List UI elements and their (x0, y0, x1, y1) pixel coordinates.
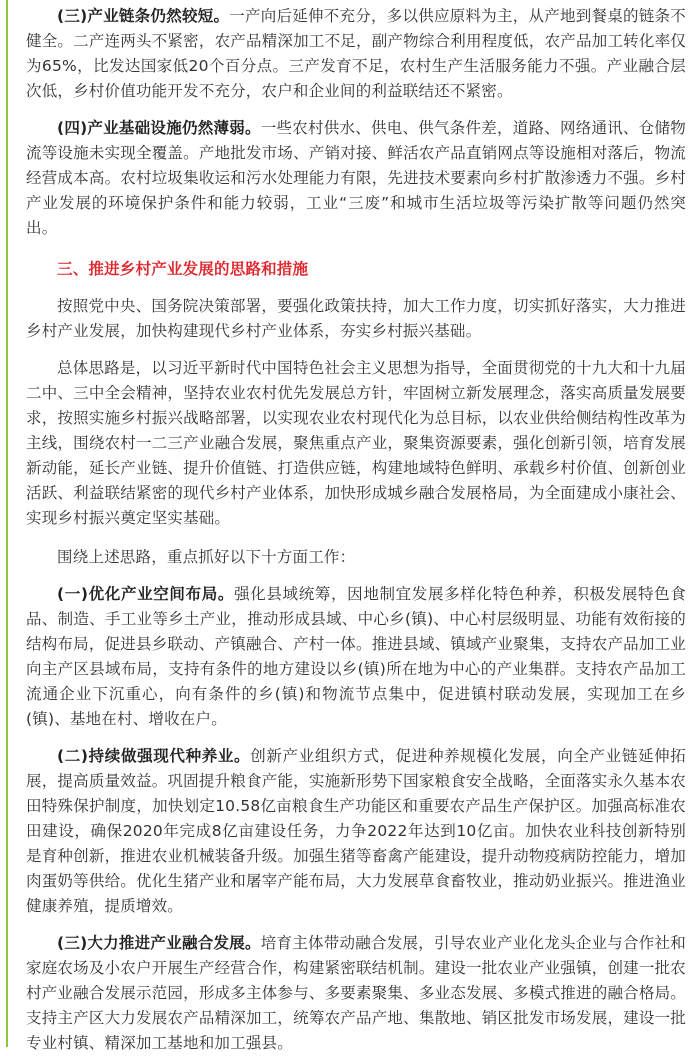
paragraph-lead: (四)产业基础设施仍然薄弱。 (57, 119, 261, 137)
overall-approach-paragraph: 总体思路是，以习近平新时代中国特色社会主义思想为指导，全面贯彻党的十九大和十九届二中、三中全会精神，坚持农业农村优先发展总方针，牢固树立新发展理念，落实高质量发展要求，按照实施乡村振兴战略部署，以实现农业农村现代化为总目标，以农业供给侧结构性改革为主线，围绕农村一二三产业融合发展，聚焦重点产业，聚集资源要素，强化创新引领，培育发展新动能，延长产业链、提升价值链、打造供应链，构建地域特色鲜明、承载乡村价值、创新创业活跃、利益联结紧密的现代乡村产业体系，加快形成城乡融合发展格局，为全面建成小康社会、实现乡村振兴奠定坚实基础。 (26, 359, 686, 527)
section-intro: 按照党中央、国务院决策部署，要强化政策扶持，加大工作力度，切实抓好落实，大力推进乡村产业发展，加快构建现代乡村产业体系，夯实乡村振兴基础。 (26, 297, 686, 340)
measure-industry-integration (26, 931, 686, 1056)
paragraph-text: 一些农村供水、供电、供气条件差，道路、网络通讯、仓储物流等设施未实现全覆盖。产地批发市场、产销对接、鲜活农产品直销网点等设施相对落后，物流经营成本高。农村垃圾集收运和污水处理能力有限，先进技术要素向乡村扩散渗透力不强。乡村产业发展的环境保护条件和能力较弱，工业“三废”和城市生活垃圾等污染扩散等问题仍然突出。 (26, 119, 686, 237)
paragraph-weak-industry-chain (26, 4, 686, 104)
measure-lead: (一)优化产业空间布局。 (57, 585, 235, 603)
left-border-rule (6, 0, 8, 1047)
measure-lead: (三)大力推进产业融合发展。 (57, 934, 261, 952)
focus-statement: 围绕上述思路，重点抓好以下十方面工作： (57, 548, 356, 566)
measure-modern-farming (26, 744, 686, 919)
article-body (26, 0, 686, 1056)
measure-text: 创新产业组织方式，促进种养规模化发展，向全产业链延伸拓展，提高质量效益。巩固提升粮食产能，实施新形势下国家粮食安全战略，全面落实永久基本农田特殊保护制度，加快划定10.58亿亩粮食生产功能区和重要农产品生产保护区。加强高标准农田建设，确保2020年完成8亿亩建设任务，力争2022年达到10亿亩。加快农业科技创新特别是育种创新，推进农业机械装备升级。加强生猪等畜禽产能建设，提升动物疫病防控能力，增加肉蛋奶等供给。优化生猪产业和屠宰产能布局，大力发展草食畜牧业，推动奶业振兴。推进渔业健康养殖，提质增效。 (26, 747, 686, 915)
measure-spatial-layout (26, 582, 686, 732)
paragraph-text: 一产向后延伸不充分，多以供应原料为主，从产地到餐桌的链条不健全。二产连两头不紧密，农产品精深加工不足，副产物综合利用程度低，农产品加工转化率仅为65%，比发达国家低20个百分点。三产发育不足，农村生产生活服务能力不强。产业融合层次低，乡村价值功能开发不充分，农户和企业间的利益联结还不紧密。 (26, 7, 686, 100)
paragraph-weak-infrastructure (26, 116, 686, 241)
section-heading: 三、推进乡村产业发展的思路和措施 (57, 260, 309, 278)
paragraph-lead: (三)产业链条仍然较短。 (57, 7, 230, 25)
measure-lead: (二)持续做强现代种养业。 (57, 747, 251, 765)
measure-text: 培育主体带动融合发展，引导农业产业化龙头企业与合作社和家庭农场及小农户开展生产经营合作，构建紧密联结机制。建设一批农业产业强镇，创建一批农村产业融合发展示范园，形成多主体参与、多要素聚集、多业态发展、多模式推进的融合格局。支持主产区大力发展农产品精深加工，统筹农产品产地、集散地、销区批发市场发展，建设一批专业村镇、精深加工基地和加工强县。 (26, 934, 686, 1052)
measure-text: 强化县域统筹，因地制宜发展多样化特色种养，积极发展特色食品、制造、手工业等乡土产业，推动形成县域、中心乡(镇)、中心村层级明显、功能有效衔接的结构布局，促进县乡联动、产镇融合、产村一体。推进县域、镇域产业聚集，支持农产品加工业向主产区县域布局，支持有条件的地方建设以乡(镇)所在地为中心的产业集群。支持农产品加工流通企业下沉重心，向有条件的乡(镇)和物流节点集中，促进镇村联动发展，实现加工在乡(镇)、基地在村、增收在户。 (26, 585, 686, 728)
